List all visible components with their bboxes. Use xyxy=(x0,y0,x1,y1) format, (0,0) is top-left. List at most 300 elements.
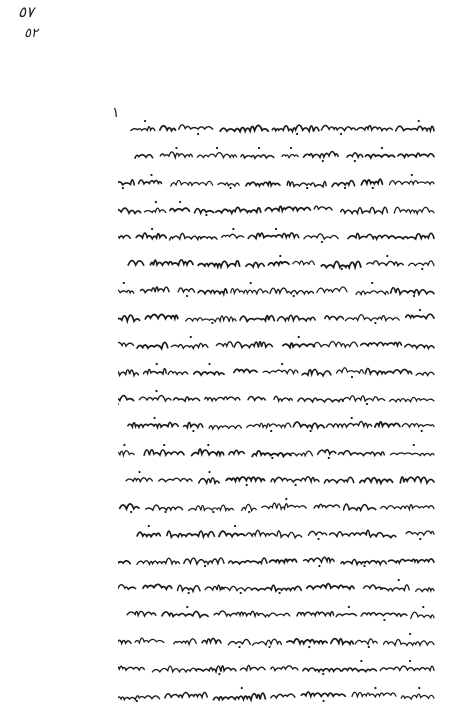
ink-word xyxy=(324,477,353,483)
handwriting-strokes xyxy=(118,334,438,352)
ink-word xyxy=(241,155,274,159)
ink-dot xyxy=(175,147,177,149)
ink-word xyxy=(290,451,313,456)
manuscript-line xyxy=(118,166,438,193)
ink-word xyxy=(287,181,326,187)
ink-dot xyxy=(122,187,124,189)
manuscript-line xyxy=(118,247,438,274)
ink-word xyxy=(272,125,319,132)
ink-dot xyxy=(310,430,312,432)
ink-word xyxy=(325,316,344,320)
ink-dot xyxy=(232,228,234,230)
ink-word xyxy=(313,341,357,347)
ink-word xyxy=(234,369,257,372)
ink-dot xyxy=(208,363,210,365)
ink-word xyxy=(271,477,319,482)
ink-word xyxy=(118,559,130,564)
ink-word xyxy=(396,126,434,131)
ink-word xyxy=(357,126,392,131)
ink-dot xyxy=(211,322,213,324)
ink-word xyxy=(282,154,298,157)
manuscript-line xyxy=(118,139,438,166)
ink-word xyxy=(341,559,386,564)
ink-dot xyxy=(290,147,292,149)
ink-dot xyxy=(148,525,150,527)
ink-dot xyxy=(118,403,119,405)
ink-word xyxy=(231,288,268,293)
ink-dot xyxy=(422,606,424,608)
handwriting-strokes xyxy=(118,145,438,163)
ink-word xyxy=(248,233,299,239)
ink-word xyxy=(179,125,213,129)
ink-dot xyxy=(271,457,273,459)
ink-word xyxy=(171,180,213,186)
ink-word xyxy=(195,666,236,672)
ink-word xyxy=(326,421,371,427)
ink-dot xyxy=(295,484,297,486)
ink-word xyxy=(400,477,434,483)
ink-word xyxy=(146,505,183,510)
ink-word xyxy=(131,127,155,131)
ink-word xyxy=(317,287,347,293)
ink-word xyxy=(344,504,376,510)
ink-word xyxy=(197,153,236,158)
ink-word xyxy=(258,613,290,617)
manuscript-line xyxy=(118,517,438,544)
ink-word xyxy=(406,314,434,318)
ink-word xyxy=(150,260,193,265)
ink-word xyxy=(143,584,172,589)
ink-word xyxy=(375,422,400,427)
ink-word xyxy=(342,396,384,402)
ink-word xyxy=(120,504,139,509)
ink-word xyxy=(205,397,240,401)
ink-dot xyxy=(308,646,310,648)
ink-word xyxy=(194,372,224,376)
handwriting-strokes xyxy=(118,577,438,595)
ink-dot xyxy=(138,471,140,473)
ink-word xyxy=(405,344,434,348)
manuscript-line xyxy=(118,436,438,463)
ink-word xyxy=(265,206,310,211)
ink-word xyxy=(234,342,272,348)
ink-word xyxy=(160,152,192,158)
ink-dot xyxy=(150,174,152,176)
handwriting-strokes xyxy=(118,388,438,406)
ink-dot xyxy=(341,268,343,270)
ink-dot xyxy=(374,322,376,324)
ink-word xyxy=(118,451,134,456)
ink-word xyxy=(222,234,244,238)
ink-word xyxy=(298,398,343,402)
ink-dot xyxy=(156,363,158,365)
ink-dot xyxy=(136,700,138,702)
handwriting-strokes xyxy=(118,172,438,190)
ink-word xyxy=(355,639,377,644)
ink-word xyxy=(144,369,167,374)
ink-dot xyxy=(250,282,252,284)
ink-word xyxy=(332,181,355,187)
ink-word xyxy=(271,694,295,698)
ink-dot xyxy=(186,295,188,297)
ink-word xyxy=(128,261,144,266)
ink-word xyxy=(381,505,434,510)
ink-word xyxy=(199,478,219,483)
manuscript-line xyxy=(118,598,438,625)
ink-word xyxy=(126,478,152,482)
ink-dot xyxy=(381,147,383,149)
ink-dot xyxy=(409,660,411,662)
ink-dot xyxy=(207,444,209,446)
ink-word xyxy=(247,423,291,428)
ink-dot xyxy=(419,309,421,311)
ink-word xyxy=(390,453,434,456)
ink-word xyxy=(118,315,140,321)
ink-word xyxy=(139,180,162,184)
ink-word xyxy=(165,692,207,697)
handwriting-strokes xyxy=(118,631,438,649)
ink-dot xyxy=(153,417,155,419)
ink-word xyxy=(394,207,434,213)
ink-word xyxy=(304,557,334,562)
ink-word xyxy=(159,478,192,481)
ink-word xyxy=(304,234,338,239)
ink-word xyxy=(293,261,315,265)
ink-word xyxy=(226,477,264,481)
ink-word xyxy=(229,558,267,564)
manuscript-line xyxy=(118,544,438,571)
ink-word xyxy=(270,559,297,562)
ink-word xyxy=(170,233,217,240)
handwriting-strokes xyxy=(118,604,438,622)
ink-word xyxy=(139,396,171,401)
manuscript-line xyxy=(118,679,438,706)
ink-word xyxy=(370,533,396,538)
ink-dot xyxy=(413,295,415,297)
ink-word xyxy=(337,368,364,373)
ink-dot xyxy=(351,376,353,378)
ink-dot xyxy=(279,255,281,257)
ink-dot xyxy=(351,417,353,419)
ink-dot xyxy=(354,160,356,162)
ink-word xyxy=(389,397,434,402)
ink-dot xyxy=(144,120,146,122)
ink-dot xyxy=(306,187,308,189)
ink-word xyxy=(168,371,188,374)
handwriting-strokes xyxy=(118,118,438,136)
ink-word xyxy=(195,209,214,213)
ink-dot xyxy=(208,471,210,473)
ink-word xyxy=(214,611,259,616)
ink-word xyxy=(135,155,153,159)
ink-word xyxy=(167,531,215,537)
ink-dot xyxy=(234,525,236,527)
ink-word xyxy=(186,316,236,322)
ink-word xyxy=(406,531,434,535)
ink-word xyxy=(184,422,203,427)
manuscript-line xyxy=(118,625,438,652)
ink-dot xyxy=(268,646,270,648)
manuscript-line xyxy=(118,382,438,409)
ink-word xyxy=(389,181,434,185)
ink-dot xyxy=(421,268,423,270)
ink-word xyxy=(178,288,194,292)
ink-word xyxy=(144,208,165,212)
ink-word xyxy=(416,372,434,375)
ink-dot xyxy=(409,633,411,635)
ink-dot xyxy=(296,133,298,135)
ink-dot xyxy=(216,147,218,149)
ink-dot xyxy=(285,498,287,500)
ink-dot xyxy=(366,403,368,405)
ink-word xyxy=(219,531,245,536)
ink-dot xyxy=(130,511,132,513)
ink-word xyxy=(184,558,224,564)
ink-word xyxy=(137,558,180,564)
handwriting-strokes xyxy=(118,226,438,244)
ink-word xyxy=(283,343,315,348)
ink-dot xyxy=(281,363,283,365)
ink-dot xyxy=(293,295,295,297)
ink-word xyxy=(216,207,261,213)
ink-word xyxy=(152,666,196,672)
handwriting-strokes xyxy=(118,685,438,703)
manuscript-line xyxy=(118,652,438,679)
ink-word xyxy=(336,614,356,617)
ink-word xyxy=(321,261,361,267)
ink-word xyxy=(198,289,227,294)
ink-word xyxy=(338,451,384,456)
ink-dot xyxy=(374,687,376,689)
ink-word xyxy=(365,368,411,374)
ink-dot xyxy=(411,174,413,176)
ink-word xyxy=(301,692,345,696)
ink-word xyxy=(160,126,176,131)
manuscript-line xyxy=(118,571,438,598)
ink-word xyxy=(409,261,434,266)
ink-word xyxy=(137,342,168,348)
ink-dot xyxy=(204,565,206,567)
ink-dot xyxy=(258,147,260,149)
ink-dot xyxy=(371,282,373,284)
ink-word xyxy=(330,530,370,536)
ink-word xyxy=(347,153,363,157)
ink-word xyxy=(388,559,434,563)
ink-word xyxy=(348,233,389,239)
ink-dot xyxy=(123,282,125,284)
ink-dot xyxy=(270,430,272,432)
ink-word xyxy=(287,639,327,644)
margin-mark: ۱ xyxy=(112,105,120,121)
ink-word xyxy=(170,208,190,211)
ink-dot xyxy=(328,457,330,459)
ink-dot xyxy=(418,687,420,689)
ink-dot xyxy=(419,538,421,540)
ink-word xyxy=(162,611,208,617)
handwriting-strokes xyxy=(118,199,438,217)
handwriting-strokes xyxy=(118,442,438,460)
ink-word xyxy=(127,611,156,616)
ink-word xyxy=(240,665,265,670)
ink-dot xyxy=(123,444,125,446)
ink-word xyxy=(141,287,170,293)
ink-dot xyxy=(186,606,188,608)
handwriting-strokes xyxy=(118,658,438,676)
ink-word xyxy=(198,261,240,267)
ink-word xyxy=(384,639,435,645)
ink-word xyxy=(361,342,402,346)
ink-word xyxy=(136,233,166,239)
manuscript-line xyxy=(118,355,438,382)
ink-word xyxy=(216,342,232,347)
ink-dot xyxy=(246,484,248,486)
ink-dot xyxy=(322,673,324,675)
ink-dot xyxy=(164,511,166,513)
ink-word xyxy=(389,233,434,239)
handwriting-strokes xyxy=(118,496,438,514)
ink-word xyxy=(220,125,268,131)
ink-word xyxy=(302,369,331,375)
ink-dot xyxy=(298,336,300,338)
ink-word xyxy=(118,696,160,700)
ink-dot xyxy=(344,187,346,189)
ink-dot xyxy=(386,255,388,257)
manuscript-line xyxy=(118,220,438,247)
ink-word xyxy=(342,668,376,672)
ink-dot xyxy=(372,187,374,189)
ink-word xyxy=(304,151,339,157)
ink-word xyxy=(356,291,388,295)
ink-dot xyxy=(421,430,423,432)
ink-dot xyxy=(190,336,192,338)
handwriting-strokes xyxy=(118,415,438,433)
manuscript-line xyxy=(118,409,438,436)
ink-dot xyxy=(248,511,250,513)
ink-word xyxy=(318,450,336,455)
ink-word xyxy=(308,531,326,535)
ink-word xyxy=(314,206,332,210)
ink-word xyxy=(118,665,144,670)
ink-dot xyxy=(368,646,370,648)
ink-dot xyxy=(241,687,243,689)
ink-dot xyxy=(179,201,181,203)
ink-word xyxy=(303,668,341,672)
ink-word xyxy=(174,397,200,401)
ink-dot xyxy=(398,579,400,581)
ink-word xyxy=(189,505,234,511)
ink-dot xyxy=(275,228,277,230)
ink-word xyxy=(263,369,298,373)
ink-dot xyxy=(163,444,165,446)
ink-dot xyxy=(317,538,319,540)
ink-word xyxy=(171,343,208,348)
ink-word xyxy=(209,425,241,429)
handwriting-strokes xyxy=(118,469,438,487)
ink-word xyxy=(118,396,134,402)
handwriting-strokes xyxy=(118,253,438,271)
ink-word xyxy=(118,370,138,376)
ink-word xyxy=(222,586,252,590)
ink-dot xyxy=(240,592,242,594)
ink-word xyxy=(118,341,134,346)
ink-word xyxy=(345,315,399,321)
manuscript-body xyxy=(118,112,438,706)
ink-word xyxy=(118,585,136,590)
ink-word xyxy=(321,126,355,131)
manuscript-line xyxy=(118,112,438,139)
ink-word xyxy=(361,179,382,185)
ink-dot xyxy=(192,430,194,432)
folio-main: ٥٧ xyxy=(18,3,35,21)
ink-word xyxy=(416,588,434,592)
manuscript-line xyxy=(118,463,438,490)
ink-word xyxy=(229,450,245,454)
ink-word xyxy=(145,314,178,318)
ink-dot xyxy=(318,565,320,567)
ink-word xyxy=(361,613,407,617)
ink-dot xyxy=(348,606,350,608)
ink-dot xyxy=(197,133,199,135)
ink-word xyxy=(192,449,224,456)
manuscript-line xyxy=(118,328,438,355)
ink-word xyxy=(118,290,134,294)
handwriting-strokes xyxy=(118,361,438,379)
ink-word xyxy=(137,532,160,536)
ink-word xyxy=(144,450,184,455)
ink-word xyxy=(118,639,131,645)
manuscript-line xyxy=(118,301,438,328)
ink-word xyxy=(277,315,315,321)
ink-word xyxy=(314,504,340,508)
handwriting-strokes xyxy=(118,523,438,541)
ink-dot xyxy=(151,228,153,230)
ink-word xyxy=(380,666,434,671)
ink-word xyxy=(228,639,250,645)
ink-word xyxy=(202,638,221,643)
ink-word xyxy=(178,585,201,591)
ink-word xyxy=(135,638,164,643)
ink-dot xyxy=(322,160,324,162)
ink-word xyxy=(398,153,434,157)
ink-word xyxy=(293,422,324,428)
ink-dot xyxy=(413,444,415,446)
folio-number xyxy=(18,4,38,42)
ink-word xyxy=(271,666,298,671)
ink-word xyxy=(242,504,257,510)
ink-dot xyxy=(340,133,342,135)
ink-dot xyxy=(155,201,157,203)
ink-word xyxy=(391,288,434,295)
ink-word xyxy=(246,262,264,267)
ink-word xyxy=(174,639,197,645)
ink-word xyxy=(352,692,396,697)
ink-word xyxy=(128,422,178,427)
ink-word xyxy=(252,585,301,591)
ink-dot xyxy=(238,646,240,648)
ink-word xyxy=(274,396,292,401)
ink-dot xyxy=(212,511,214,513)
handwriting-strokes xyxy=(118,307,438,325)
ink-word xyxy=(297,612,334,616)
ink-word xyxy=(331,639,353,645)
manuscript-line xyxy=(118,490,438,517)
handwriting-strokes xyxy=(118,550,438,568)
ink-word xyxy=(401,694,434,699)
ink-dot xyxy=(418,120,420,122)
ink-word xyxy=(402,424,434,427)
ink-dot xyxy=(229,187,231,189)
ink-word xyxy=(252,639,281,645)
